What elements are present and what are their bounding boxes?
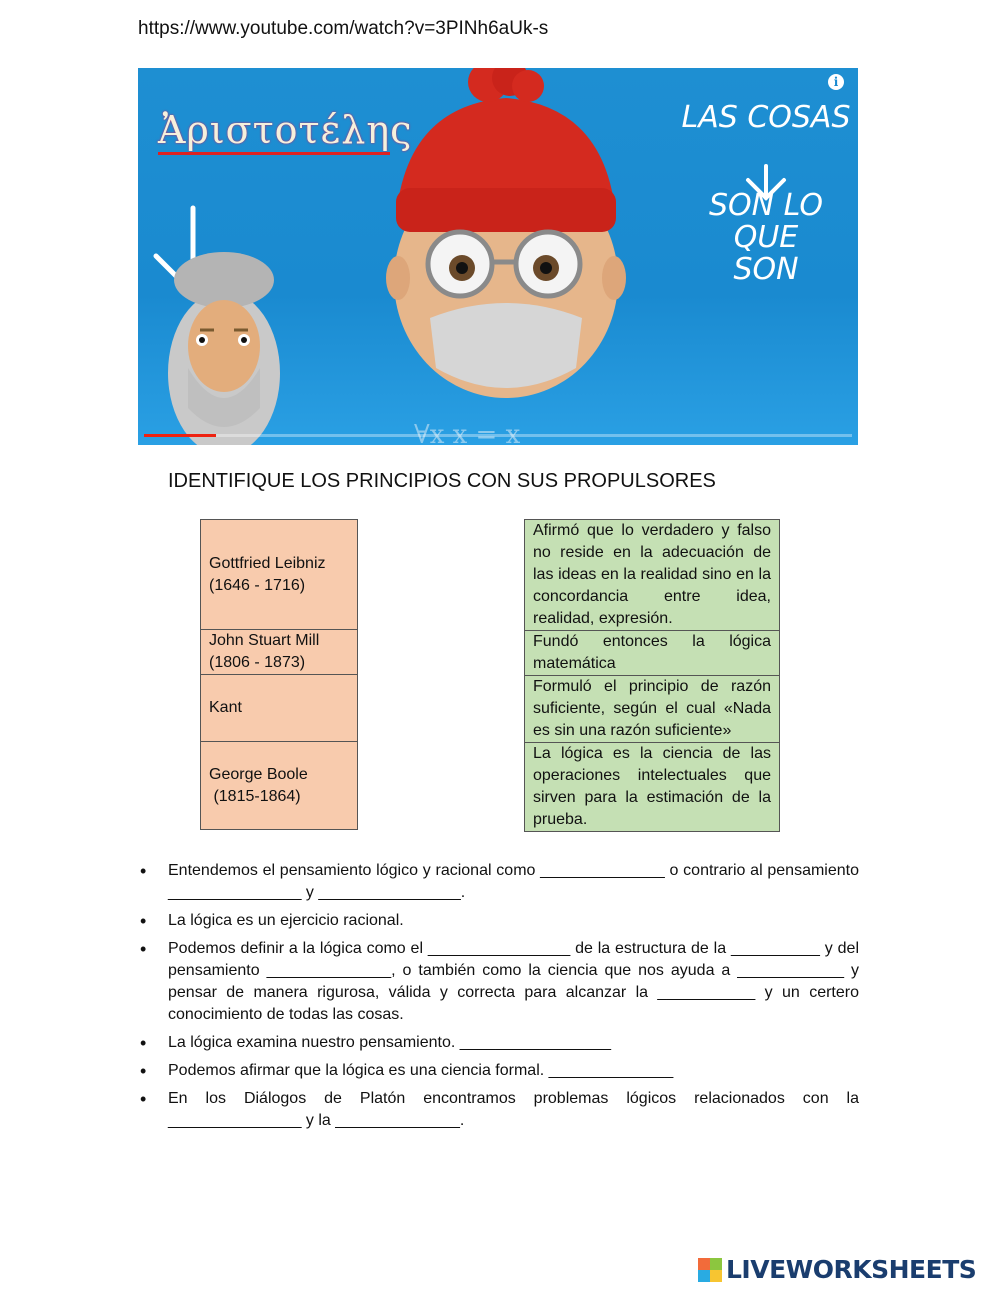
- video-caption: [676, 102, 856, 286]
- memoji-avatar: [386, 68, 626, 398]
- page-title: IDENTIFIQUE LOS PRINCIPIOS CON SUS PROPULSORES: [168, 470, 716, 492]
- names-table: [200, 519, 358, 830]
- list-item: • En los Diálogos de Platón encontramos problemas lógicos relacionados con la _______________ y la ______________.: [138, 1088, 859, 1132]
- aristotle-avatar: [168, 252, 280, 445]
- questions-list: [138, 860, 859, 1138]
- name-cell: [201, 520, 358, 630]
- principle-cell: La lógica es la ciencia de las operaciones intelectuales que sirven para la estimación de la prueba.: [525, 743, 780, 832]
- progress-played: [144, 434, 216, 437]
- caption-bottom-1: SON LO QUE: [708, 188, 824, 255]
- years-text: (1806 - 1873): [209, 654, 306, 671]
- years-text: (1646 - 1716): [209, 576, 306, 594]
- principle-cell: Fundó entonces la lógica matemática: [525, 631, 780, 676]
- brand-name: LIVEWORKSHEETS: [726, 1255, 977, 1284]
- years-text: (1815-1864): [209, 787, 301, 805]
- greek-title: Ἀριστοτέλης: [158, 108, 413, 152]
- list-item: • La lógica examina nuestro pensamiento. _________________: [138, 1032, 859, 1054]
- video-url-link[interactable]: https://www.youtube.com/watch?v=3PINh6aUk-s: [138, 18, 549, 39]
- name-text: George Boole: [209, 765, 308, 783]
- list-item: • La lógica es un ejercicio racional.: [138, 910, 859, 932]
- principle-cell: Afirmó que lo verdadero y falso no reside en la adecuación de las ideas en la realidad sino en la concordancia entre idea, realidad, expresión.: [525, 520, 780, 631]
- principle-cell: Formuló el principio de razón suficiente, según el cual «Nada es sin una razón suficiente»: [525, 676, 780, 743]
- info-icon[interactable]: i: [828, 74, 844, 90]
- liveworksheets-logo[interactable]: [698, 1255, 976, 1284]
- underline-decoration: [158, 152, 390, 155]
- name-cell: [201, 675, 358, 742]
- liveworksheets-logo-icon: [698, 1258, 722, 1282]
- caption-bottom-2: SON: [733, 252, 799, 287]
- video-progress-bar[interactable]: [144, 434, 852, 437]
- formula-text: ∀x x = x: [414, 420, 521, 445]
- name-cell: [201, 630, 358, 675]
- name-text: Gottfried Leibniz: [209, 554, 326, 572]
- video-thumbnail[interactable]: [138, 68, 858, 445]
- caption-top: LAS COSAS: [681, 100, 851, 135]
- list-item: • Podemos afirmar que la lógica es una ciencia formal. ______________: [138, 1060, 859, 1082]
- list-item: • Entendemos el pensamiento lógico y racional como ______________ o contrario al pensamiento _______________ y ________________.: [138, 860, 859, 904]
- list-item: • Podemos definir a la lógica como el ________________ de la estructura de la __________ y del pensamiento ______________, o también como la ciencia que nos ayuda a ____________ y pensar de manera rigurosa, válida y correcta para alcanzar la ___________ y un certero conocimiento de todas las cosas.: [138, 938, 859, 1026]
- name-text: Kant: [209, 699, 242, 716]
- principles-table: [524, 519, 780, 832]
- name-cell: [201, 742, 358, 830]
- name-text: John Stuart Mill: [209, 632, 320, 649]
